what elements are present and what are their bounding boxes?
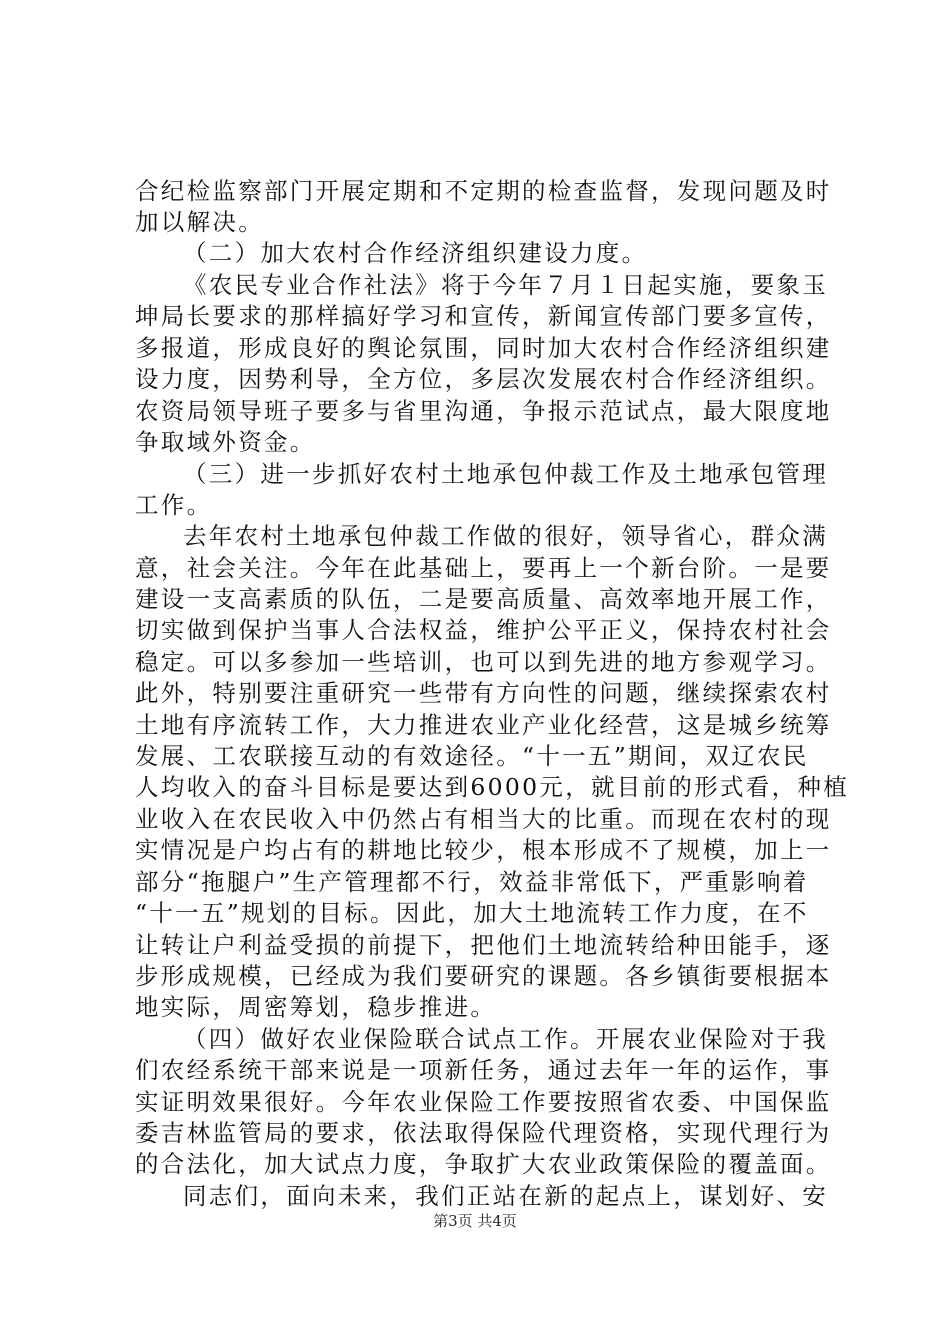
text-line: 意，社会关注。今年在此基础上，要再上一个新台阶。一是要 — [135, 554, 832, 582]
text-line: 加以解决。 — [135, 208, 264, 236]
text-line: 建设一支高素质的队伍，二是要高质量、高效率地开展工作， — [135, 585, 832, 613]
text-line: （四）做好农业保险联合试点工作。开展农业保险对于我 — [183, 1025, 828, 1053]
text-line: 的合法化，加大试点力度，争取扩大农业政策保险的覆盖面。 — [135, 1150, 832, 1178]
text-line: 业收入在农民收入中仍然占有相当大的比重。而现在农村的现 — [135, 805, 832, 833]
text-line: 委吉林监管局的要求，依法取得保险代理资格，实现代理行为 — [135, 1119, 832, 1147]
text-line: 人均收入的奋斗目标是要达到6000元，就目前的形式看，种植 — [135, 773, 850, 801]
page-footer: 第3页 共4页 — [433, 1212, 517, 1230]
text-line: 发展、工农联接互动的有效途径。“十一五”期间，双辽农民 — [135, 742, 809, 770]
text-line: 设力度，因势利导，全方位，多层次发展农村合作经济组织。 — [135, 365, 832, 393]
text-line: 合纪检监察部门开展定期和不定期的检查监督，发现问题及时 — [135, 177, 832, 205]
text-line: 实情况是户均占有的耕地比较少，根本形成不了规模，加上一 — [135, 836, 832, 864]
text-line: 让转让户利益受损的前提下，把他们土地流转给种田能手，逐 — [135, 931, 832, 959]
text-line: “十一五”规划的目标。因此，加大土地流转工作力度，在不 — [135, 899, 809, 927]
text-line: 稳定。可以多参加一些培训，也可以到先进的地方参观学习。 — [135, 648, 832, 676]
text-line: 部分“拖腿户”生产管理都不行，效益非常低下，严重影响着 — [135, 868, 809, 896]
text-line: 地实际，周密筹划，稳步推进。 — [135, 993, 497, 1021]
text-line: 同志们，面向未来，我们正站在新的起点上，谋划好、安 — [183, 1182, 828, 1210]
text-line: （二）加大农村合作经济组织建设力度。 — [183, 239, 648, 267]
text-line: （三）进一步抓好农村土地承包仲裁工作及土地承包管理 — [183, 460, 828, 488]
text-line: 工作。 — [135, 491, 213, 519]
text-line: 此外，特别要注重研究一些带有方向性的问题，继续探索农村 — [135, 679, 832, 707]
text-line: 坤局长要求的那样搞好学习和宣传，新闻宣传部门要多宣传， — [135, 302, 832, 330]
text-line: 土地有序流转工作，大力推进农业产业化经营，这是城乡统筹 — [135, 711, 832, 739]
text-line: 多报道，形成良好的舆论氛围，同时加大农村合作经济组织建 — [135, 334, 832, 362]
text-line: 们农经系统干部来说是一项新任务，通过去年一年的运作，事 — [135, 1056, 832, 1084]
text-line: 《农民专业合作社法》将于今年７月１日起实施，要象玉 — [183, 271, 828, 299]
text-line: 农资局领导班子要多与省里沟通，争报示范试点，最大限度地 — [135, 397, 832, 425]
text-line: 切实做到保护当事人合法权益，维护公平正义，保持农村社会 — [135, 616, 832, 644]
text-line: 实证明效果很好。今年农业保险工作要按照省农委、中国保监 — [135, 1088, 832, 1116]
text-line: 步形成规模，已经成为我们要研究的课题。各乡镇街要根据本 — [135, 962, 832, 990]
text-line: 争取域外资金。 — [135, 428, 316, 456]
text-line: 去年农村土地承包仲裁工作做的很好，领导省心，群众满 — [183, 522, 828, 550]
